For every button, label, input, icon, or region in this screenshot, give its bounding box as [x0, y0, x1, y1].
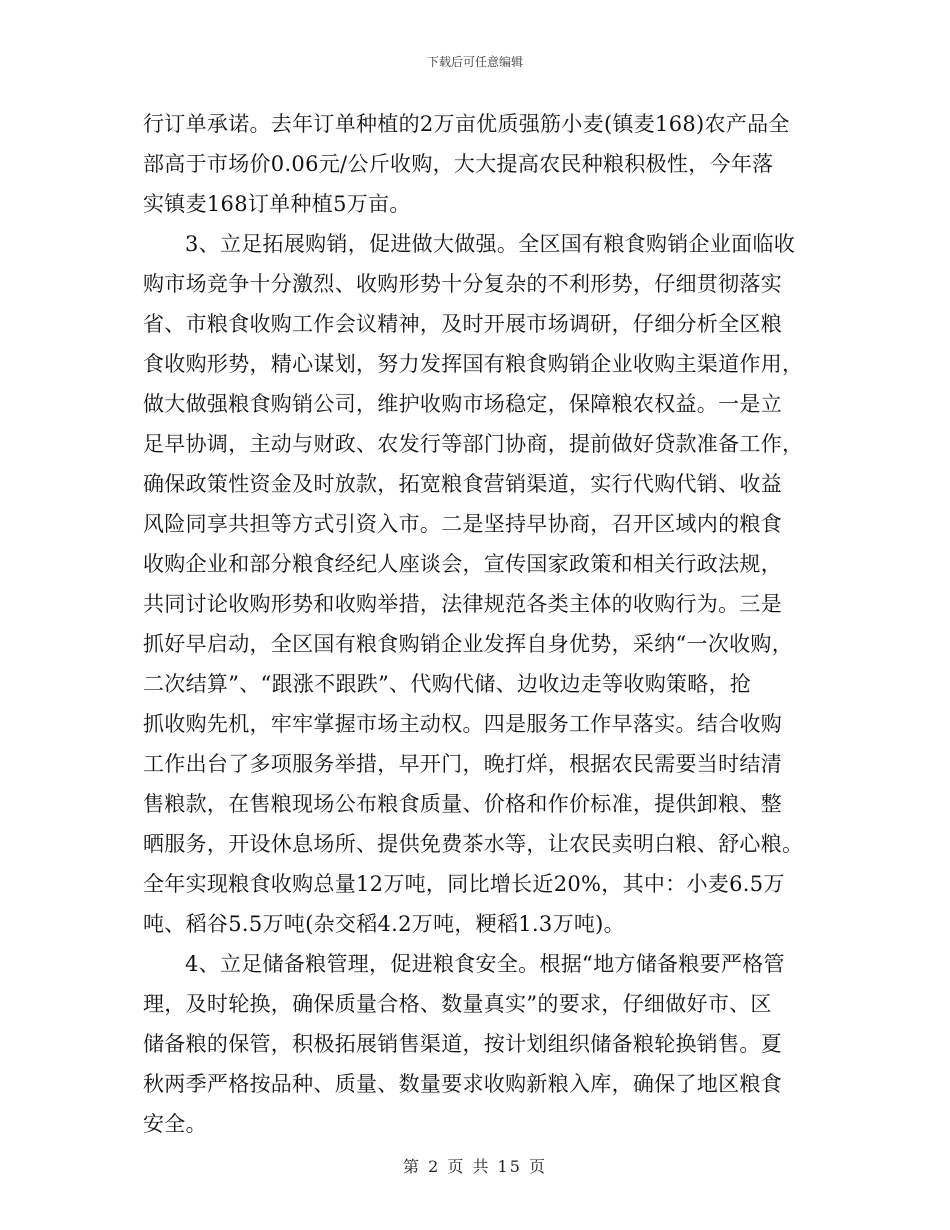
body-line: 二次结算”、“跟涨不跟跌”、代购代储、边收边走等收购策略，抢	[143, 672, 752, 696]
body-line: 储备粮的保管，积极拓展销售渠道，按计划组织储备粮轮换销售。夏	[143, 1032, 782, 1056]
body-line: 足早协调，主动与财政、农发行等部门协商，提前做好贷款准备工作，	[143, 432, 804, 456]
body-line: 收购企业和部分粮食经纪人座谈会，宣传国家政策和相关行政法规，	[143, 552, 782, 576]
page-footer: 第 2 页 共 15 页	[403, 1157, 547, 1176]
body-line: 吨、稻谷5.5万吨(杂交稻4.2万吨，粳稻1.3万吨)。	[143, 912, 625, 936]
body-line: 售粮款，在售粮现场公布粮食质量、价格和作价标准，提供卸粮、整	[143, 792, 782, 816]
page-header: 下载后可任意编辑	[426, 55, 523, 69]
body-line: 抓收购先机，牢牢掌握市场主动权。四是服务工作早落实。结合收购	[143, 712, 782, 736]
body-line: 晒服务，开设休息场所、提供免费茶水等，让农民卖明白粮、舒心粮。	[143, 832, 804, 856]
section-3-first-line: 3、立足拓展购销，促进做大做强。全区国有粮食购销企业面临收	[185, 232, 796, 256]
body-line: 共同讨论收购形势和收购举措，法律规范各类主体的收购行为。三是	[143, 592, 782, 616]
body-line: 工作出台了多项服务举措，早开门，晚打烊，根据农民需要当时结清	[143, 752, 782, 776]
document-body	[143, 104, 813, 1144]
body-line: 安全。	[143, 1112, 207, 1136]
body-line: 风险同享共担等方式引资入市。二是坚持早协商，召开区域内的粮食	[143, 512, 782, 536]
body-line: 确保政策性资金及时放款，拓宽粮食营销渠道，实行代购代销、收益	[143, 472, 782, 496]
body-line: 购市场竞争十分激烈、收购形势十分复杂的不利形势，仔细贯彻落实	[143, 272, 782, 296]
body-line: 做大做强粮食购销公司，维护收购市场稳定，保障粮农权益。一是立	[143, 392, 782, 416]
body-line: 实镇麦168订单种植5万亩。	[143, 192, 411, 216]
body-line: 部高于市场价0.06元/公斤收购，大大提高农民种粮积极性，今年落	[143, 152, 774, 176]
body-line: 食收购形势，精心谋划，努力发挥国有粮食购销企业收购主渠道作用，	[143, 352, 804, 376]
body-line: 行订单承诺。去年订单种植的2万亩优质强筋小麦(镇麦168)农产品全	[143, 112, 790, 136]
body-line: 秋两季严格按品种、质量、数量要求收购新粮入库，确保了地区粮食	[143, 1072, 782, 1096]
body-line: 全年实现粮食收购总量12万吨，同比增长近20%，其中：小麦6.5万	[143, 872, 785, 896]
body-line: 理，及时轮换，确保质量合格、数量真实”的要求，仔细做好市、区	[143, 992, 772, 1016]
body-line: 省、市粮食收购工作会议精神，及时开展市场调研，仔细分析全区粮	[143, 312, 782, 336]
section-4-first-line: 4、立足储备粮管理，促进粮食安全。根据“地方储备粮要严格管	[185, 952, 785, 976]
body-line: 抓好早启动，全区国有粮食购销企业发挥自身优势，采纳“一次收购，	[143, 632, 794, 656]
